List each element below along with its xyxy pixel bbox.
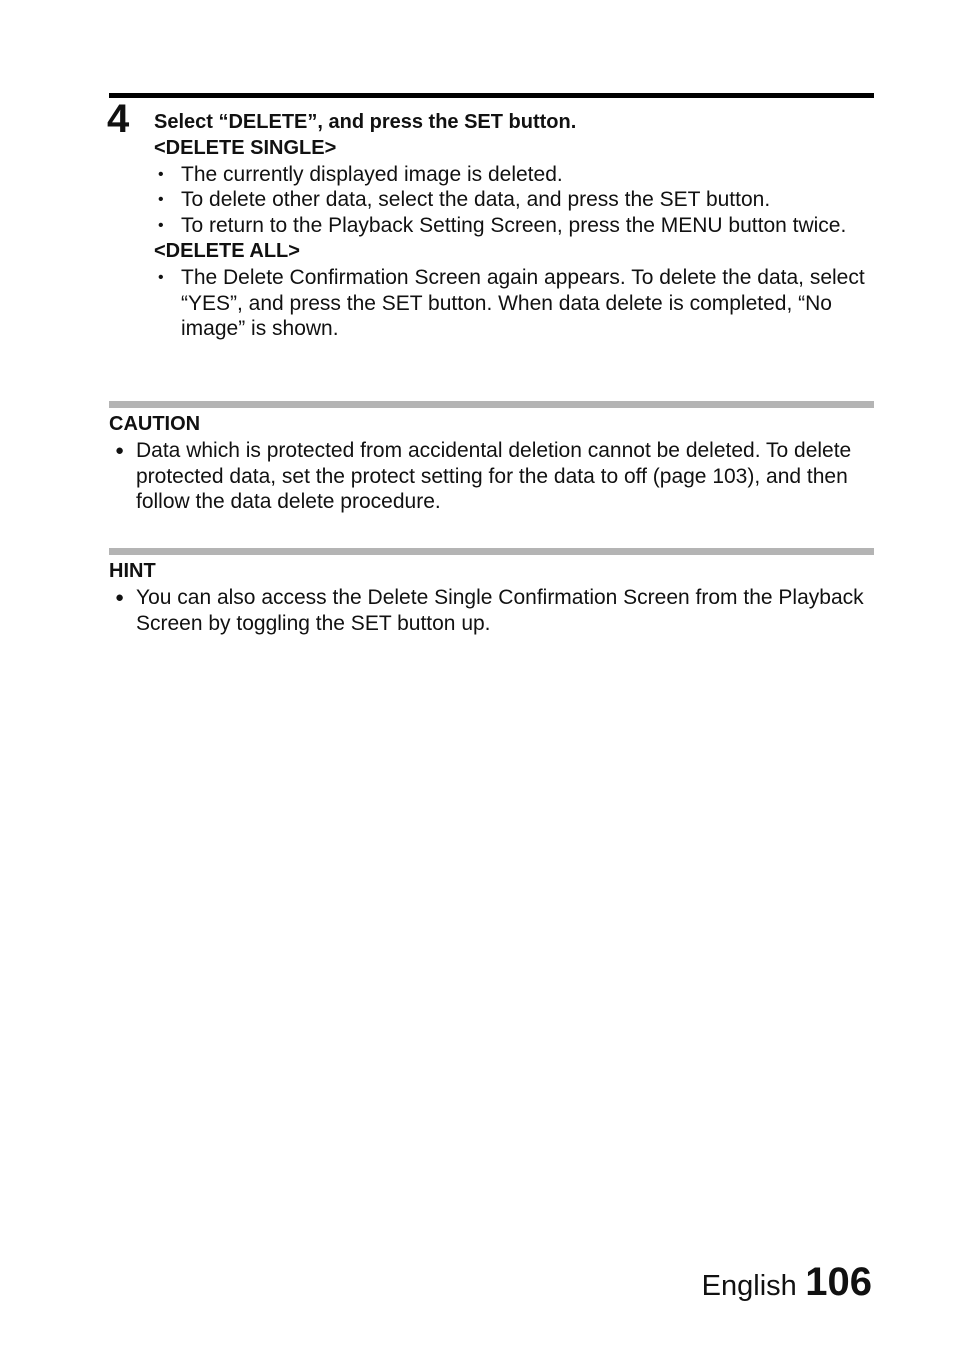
step-divider — [109, 93, 874, 98]
caution-list — [109, 438, 874, 515]
delete-all-list — [154, 265, 874, 342]
bullet-circle-icon: ● — [115, 441, 125, 459]
hint-divider — [109, 548, 874, 555]
bullet-circle-icon: ● — [115, 588, 125, 606]
footer-language: English — [701, 1270, 797, 1302]
caution-section — [109, 412, 874, 515]
step-number: 4 — [107, 97, 130, 141]
delete-single-heading: <DELETE SINGLE> — [154, 136, 337, 159]
list-item: • To return to the Playback Setting Screen, press the MENU button twice. — [158, 214, 847, 238]
delete-all-heading: <DELETE ALL> — [154, 239, 300, 262]
list-item: ● Data which is protected from accidental deletion cannot be deleted. To delete protected data, set the protect setting for the data to off (page 103), and then follow the data delete procedure. — [115, 438, 852, 514]
bullet-dot-icon: • — [158, 268, 164, 286]
page-footer — [702, 1260, 872, 1305]
bullet-dot-icon: • — [158, 165, 164, 183]
list-item: ● You can also access the Delete Single Confirmation Screen from the Playback Screen by toggling the SET button up. — [115, 585, 864, 635]
bullet-dot-icon: • — [158, 217, 164, 235]
list-item: • The currently displayed image is deleted. — [158, 162, 563, 186]
caution-divider — [109, 401, 874, 408]
hint-title: HINT — [109, 560, 156, 582]
hint-section — [109, 559, 874, 636]
list-item: • The Delete Confirmation Screen again appears. To delete the data, select “YES”, and press the SET button. When data delete is completed, “No image” is shown. — [158, 265, 865, 341]
list-item: • To delete other data, select the data, and press the SET button. — [158, 188, 771, 212]
delete-single-list — [154, 162, 874, 239]
page-number: 106 — [805, 1260, 872, 1304]
hint-list — [109, 585, 874, 637]
step-content — [154, 110, 874, 342]
step-heading: Select “DELETE”, and press the SET button. — [154, 111, 577, 133]
caution-title: CAUTION — [109, 413, 201, 435]
bullet-dot-icon: • — [158, 191, 164, 209]
